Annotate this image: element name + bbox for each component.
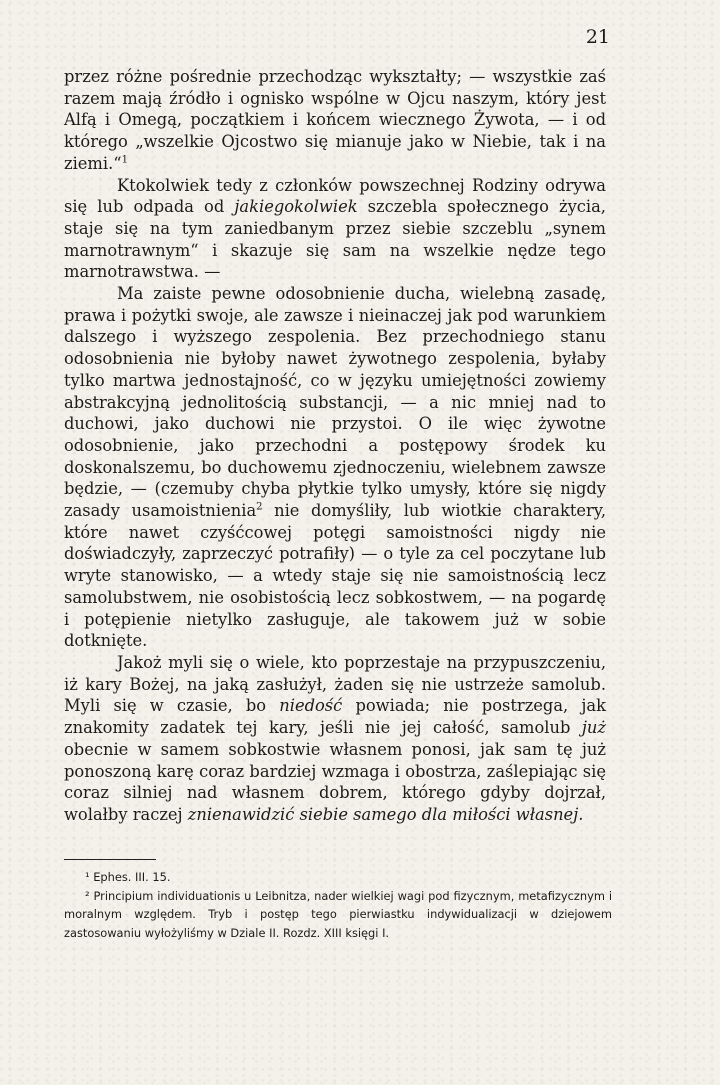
paragraph-1-text: przez różne pośrednie przechodząc wykształty; — wszystkie zaś razem mają źródło i ognisko wspólne w Ojcu naszym, który jest Alfą i Omegą, początkiem i końcem wiecznego Żywota, — i od którego „wszelkie Ojcostwo się mianuje jako w Niebie, tak i na ziemi.“ bbox=[64, 67, 606, 173]
paragraph-1 bbox=[64, 66, 606, 175]
footnote-1 bbox=[64, 868, 612, 887]
footnote-ref-1: 1 bbox=[121, 154, 128, 166]
footnote-ref-2: 2 bbox=[256, 501, 263, 513]
footnote-2-text: Principium individuationis u Leibnitza, nader wielkiej wagi pod fizycznym, metafizycznym i moralnym względem. Tryb i postęp tego pierwiastku indywidualizacji w dziejowem zastosowaniu wyłożyliśmy w Dziale II. Rozdz. XIII księgi I. bbox=[64, 888, 612, 940]
paragraph-2-italic: jakiegokolwiek bbox=[234, 197, 358, 217]
paragraph-4-text-c: obecnie w samem sobkostwie własnem ponosi, jak sam tę już ponoszoną karę coraz bardziej wzmaga i obostrza, zaślepiając się coraz silniej nad własnem dobrem, którego gdyby dojrzał, wolałby raczej bbox=[64, 739, 606, 824]
page-number: 21 bbox=[585, 26, 610, 48]
footnote-1-mark: ¹ bbox=[85, 870, 90, 884]
footnote-2 bbox=[64, 887, 612, 943]
paragraph-4-text-a: Jakoż myli się o wiele, kto poprzestaje na przypuszczeniu, iż kary Bożej, na jaką zasłużył, żaden się nie ustrzeże samolub. Myli się w czasie, bo bbox=[64, 652, 606, 716]
footnote-divider bbox=[64, 859, 156, 860]
footnote-2-mark: ² bbox=[85, 888, 90, 903]
footnote-1-text: Ephes. III. 15. bbox=[89, 870, 171, 884]
paragraph-4-text-b: powiada; nie postrzega, jak znakomity zadatek tej kary, jeśli nie jej całość, samolub bbox=[64, 696, 607, 738]
paragraph-2 bbox=[64, 175, 606, 284]
paragraph-4-italic-1: niedość bbox=[279, 696, 343, 716]
paragraph-4-italic-2: już bbox=[581, 718, 606, 738]
main-text bbox=[64, 66, 606, 826]
paragraph-3-text-after: nie domyśliły, lub wiotkie charaktery, które nawet czyśćcowej potęgi samoistności nigdy nie doświadczyły, zaprzeczyć potrafiły) — o tyle za cel poczytane lub wryte stanowisko, — a wtedy staje się nie samoistnością lecz samolubstwem, nie osobistością lecz sobkostwem, — na pogardę i potępienie nietylko zasługuje, ale takowem już w sobie dotknięte. bbox=[64, 501, 606, 651]
paragraph-2-text-before: Ktokolwiek tedy z członków powszechnej Rodziny odrywa się lub odpada od bbox=[64, 175, 606, 217]
paragraph-3-text-before: Ma zaiste pewne odosobnienie ducha, wielebną zasadę, prawa i pożytki swoje, ale zawsze i nieinaczej jak pod warunkiem dalszego i wyższego zespolenia. Bez przechodniego stanu odosobnienia nie byłoby nawet żywotnego zespolenia, byłaby tylko martwa jednostajność, co w języku umiejętności zowiemy abstrakcyjną jednolitością substancji, — a nic mniej nad to duchowi, jako duchowi nie przystoi. O ile więc żywotne odosobnienie, jako przechodni a postępowy środek ku doskonalszemu, bo duchowemu zjednoczeniu, wielebnem zawsze będzie, — (czemuby chyba płytkie tylko umysły, które się nigdy zasady usamoistnienia bbox=[64, 284, 606, 521]
paragraph-2-text-after: szczebla społecznego życia, staje się na tym zaniedbanym przez siebie szczeblu „synem marnotrawnym“ i skazuje się sam na wszelkie nędze tego marnotrawstwa. — bbox=[64, 197, 606, 282]
paragraph-3 bbox=[64, 283, 606, 652]
footnotes bbox=[64, 868, 612, 942]
paragraph-4-italic-3: znienawidzić siebie samego dla miłości własnej. bbox=[187, 804, 584, 824]
paragraph-4 bbox=[64, 652, 606, 826]
